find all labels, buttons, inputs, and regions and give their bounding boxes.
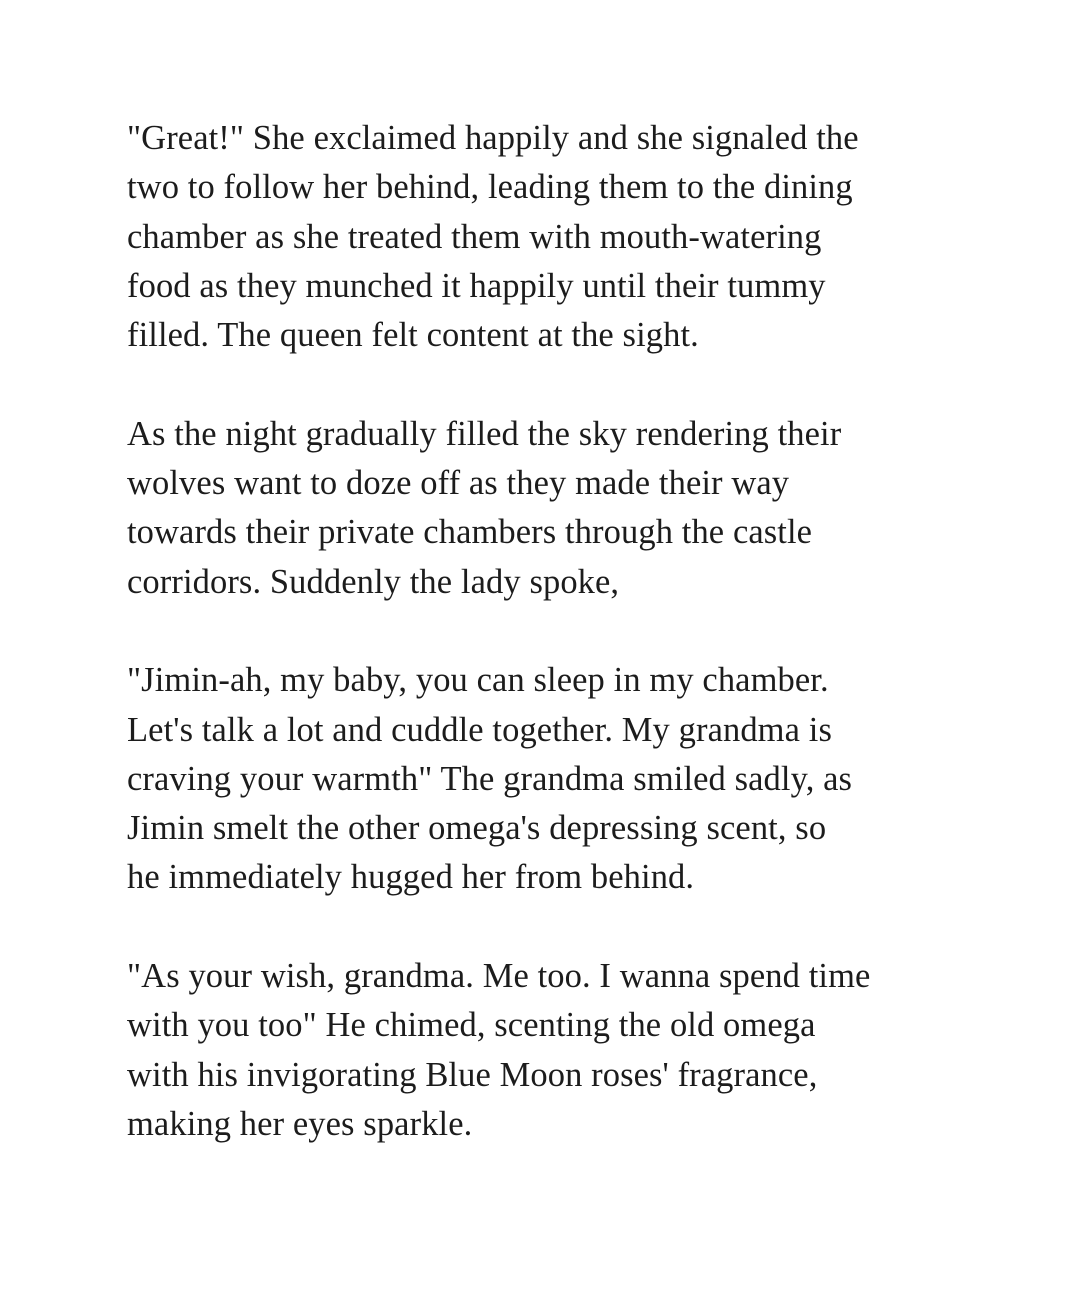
text-line: "Jimin-ah, my baby, you can sleep in my chamber.	[127, 661, 829, 700]
text-line: filled. The queen felt content at the sight.	[127, 316, 699, 355]
text-line: "As your wish, grandma. Me too. I wanna spend time	[127, 957, 871, 996]
text-line: Jimin smelt the other omega's depressing scent, so	[127, 809, 827, 848]
text-line: he immediately hugged her from behind.	[127, 858, 695, 897]
text-line: food as they munched it happily until their tummy	[127, 266, 826, 305]
text-line: corridors. Suddenly the lady spoke,	[127, 562, 620, 601]
text-line: with his invigorating Blue Moon roses' fragrance,	[127, 1055, 818, 1094]
paragraph-1	[127, 114, 957, 360]
text-line: wolves want to doze off as they made their way	[127, 464, 790, 503]
text-line: towards their private chambers through the castle	[127, 513, 813, 552]
text-line: two to follow her behind, leading them to the dining	[127, 168, 853, 207]
paragraph-4	[127, 952, 957, 1149]
story-text	[127, 114, 957, 1149]
text-line: "Great!" She exclaimed happily and she signaled the	[127, 119, 859, 157]
text-line: Let's talk a lot and cuddle together. My grandma is	[127, 710, 832, 749]
text-line: making her eyes sparkle.	[127, 1104, 473, 1143]
text-line: As the night gradually filled the sky rendering their	[127, 414, 842, 453]
text-line: with you too" He chimed, scenting the old omega	[127, 1006, 816, 1045]
text-line: craving your warmth" The grandma smiled sadly, as	[127, 759, 853, 798]
paragraph-3	[127, 656, 957, 902]
paragraph-2	[127, 410, 957, 607]
text-line: chamber as she treated them with mouth-watering	[127, 217, 822, 256]
